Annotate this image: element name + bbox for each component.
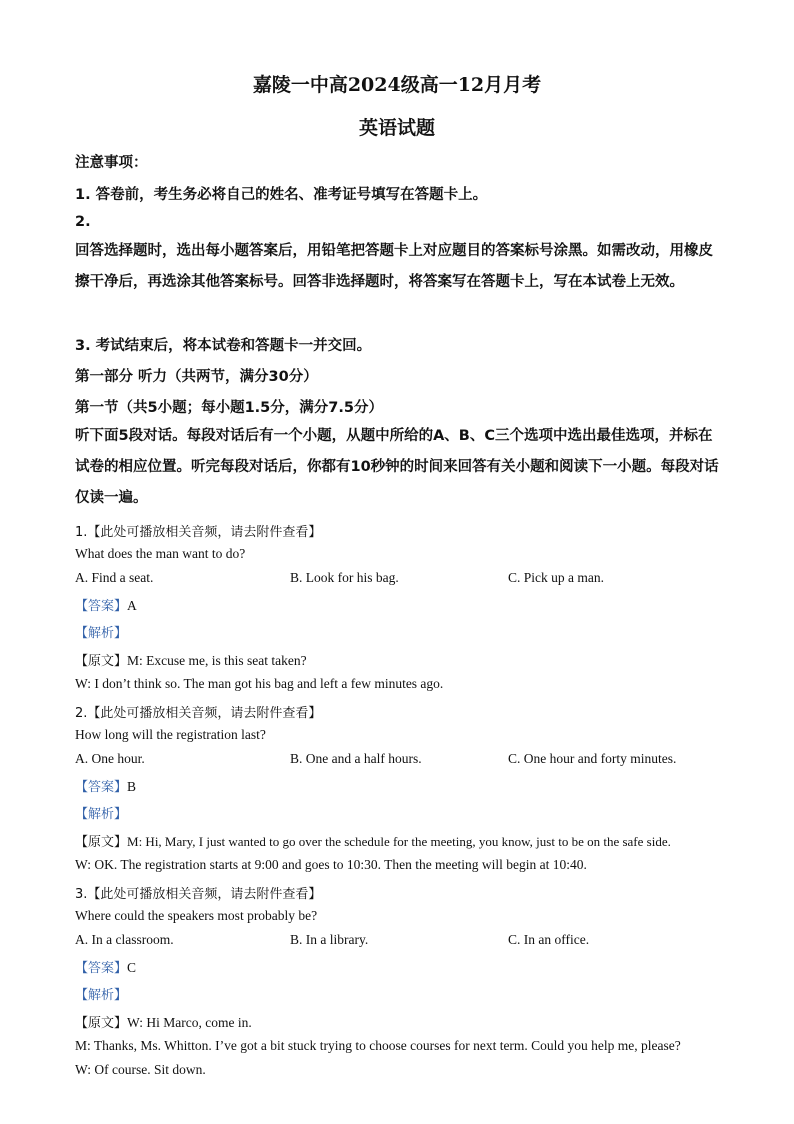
notice-heading: 注意事项： [75, 155, 148, 171]
listening-instructions: 听下面5段对话。每段对话后有一个小题，从题中所给的A、B、C三个选项中选出最佳选项，并标在试卷的相应位置。听完每段对话后，你都有10秒钟的时间来回答有关小题和阅读下一小题。每段对话仅读一遍。 [75, 428, 719, 506]
question-header: 2.【此处可播放相关音频，请去附件查看】 [75, 706, 322, 721]
exam-title: 嘉陵一中高2024级高一12月月考 [252, 74, 542, 96]
notice-item-3: 3. 考试结束后，将本试卷和答题卡一并交回。 [75, 338, 372, 354]
answer-tag: 【答案】 [75, 599, 128, 614]
answer-row [75, 957, 136, 977]
option-c: C. In an office. [508, 932, 590, 947]
question-text: Where could the speakers most probably be? [75, 908, 318, 923]
transcript-line: W: Of course. Sit down. [75, 1062, 206, 1077]
notice-item-2-number: 2. [75, 214, 91, 230]
answer-tag: 【答案】 [75, 961, 128, 976]
notice-item-2-text: 回答选择题时，选出每小题答案后，用铅笔把答题卡上对应题目的答案标号涂黑。如需改动，用橡皮擦干净后，再选涂其他答案标号。回答非选择题时，将答案写在答题卡上，写在本试卷上无效。 [75, 243, 713, 290]
answer-value: A [127, 598, 137, 613]
original-tag: 【原文】 [75, 654, 128, 669]
original-row [75, 831, 671, 851]
option-c: C. One hour and forty minutes. [508, 751, 677, 766]
original-tag: 【原文】 [75, 835, 128, 850]
analysis-tag: 【解析】 [75, 988, 128, 1003]
analysis-tag: 【解析】 [75, 626, 128, 641]
question-text: How long will the registration last? [75, 727, 266, 742]
transcript-line: M: Thanks, Ms. Whitton. I’ve got a bit stuck trying to choose courses for next term. Could you help me, please? [75, 1038, 681, 1053]
analysis-tag: 【解析】 [75, 807, 128, 822]
exam-subtitle: 英语试题 [358, 117, 435, 139]
transcript-line: W: I don’t think so. The man got his bag and left a few minutes ago. [75, 676, 444, 691]
transcript-line: W: Hi Marco, come in. [127, 1015, 252, 1030]
answer-value: B [127, 779, 137, 794]
question-header: 1.【此处可播放相关音频，请去附件查看】 [75, 525, 322, 540]
option-a: A. In a classroom. [75, 932, 174, 947]
original-tag: 【原文】 [75, 1016, 128, 1031]
answer-row [75, 595, 137, 615]
original-row [75, 1012, 252, 1032]
transcript-line: W: OK. The registration starts at 9:00 and goes to 10:30. Then the meeting will begin at 10:40. [75, 857, 587, 872]
answer-value: C [127, 960, 137, 975]
option-b: B. Look for his bag. [290, 570, 399, 585]
original-row [75, 650, 307, 670]
option-a: A. Find a seat. [75, 570, 154, 585]
part1-heading: 第一部分 听力（共两节，满分30分） [75, 369, 318, 385]
section1-heading: 第一节（共5小题；每小题1.5分，满分7.5分） [75, 400, 383, 416]
answer-row [75, 776, 136, 796]
transcript-line: M: Hi, Mary, I just wanted to go over the schedule for the meeting, you know, just to be on the safe side. [127, 834, 671, 849]
question-text: What does the man want to do? [75, 546, 246, 561]
option-c: C. Pick up a man. [508, 570, 604, 585]
question-header: 3.【此处可播放相关音频，请去附件查看】 [75, 887, 322, 902]
option-b: B. One and a half hours. [290, 751, 422, 766]
option-a: A. One hour. [75, 751, 145, 766]
answer-tag: 【答案】 [75, 780, 128, 795]
notice-item-1: 1. 答卷前，考生务必将自己的姓名、准考证号填写在答题卡上。 [75, 187, 488, 203]
transcript-line: M: Excuse me, is this seat taken? [127, 653, 307, 668]
option-b: B. In a library. [290, 932, 369, 947]
